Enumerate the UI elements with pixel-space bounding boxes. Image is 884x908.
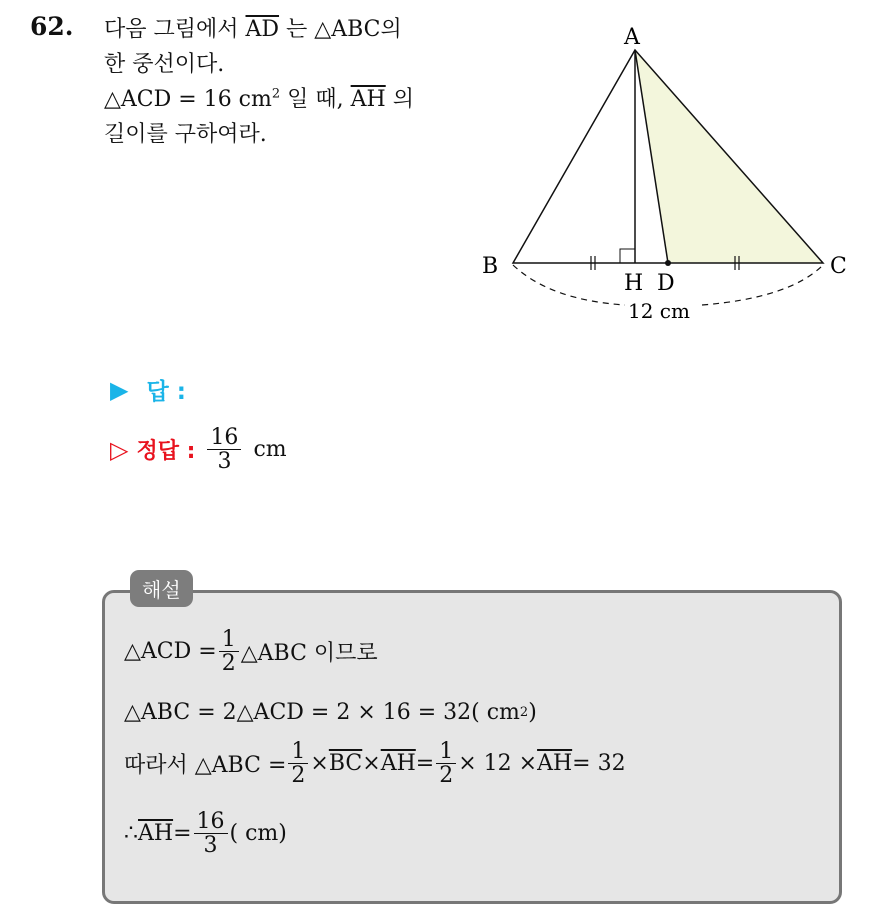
correct-answer-label-group <box>110 434 195 465</box>
solution-line-1: △ACD = $\frac{1}{2}$ △ABC 이므로 <box>124 627 378 677</box>
question-line-1: 다음 그림에서 $\overline{AD}$ 는 △ABC의 <box>104 17 402 42</box>
correct-answer-fraction: $\frac{16}{3}$ <box>207 426 241 473</box>
segment-ah: $\overline{AH}$ <box>380 751 416 777</box>
solution-line-3: 따라서 △ABC = $\frac{1}{2}$ × $\overline{BC}$ × $\overline{AH}$ = $\frac{1}{2}$ × 12 × $\overline{AH}$ = 32 <box>124 739 626 789</box>
correct-answer-label: 정답 : <box>136 439 196 465</box>
answer-label: 답 : <box>146 379 186 405</box>
label-a: A <box>624 25 640 50</box>
play-outline-icon: ▷ <box>110 435 129 464</box>
segment-ah: $\overline{AH}$ <box>537 751 573 777</box>
solution-tag: 해설 <box>130 570 193 607</box>
segment-ah: $\overline{AH}$ <box>138 821 174 847</box>
segment-bc: $\overline{BC}$ <box>328 751 363 777</box>
question-line-4: 길이를 구하여라. <box>104 122 267 147</box>
question-text <box>104 12 464 152</box>
triangle-figure <box>470 20 860 330</box>
right-angle-mark <box>620 249 635 263</box>
question-number: 62. <box>30 12 74 41</box>
play-icon: ▶ <box>110 375 129 404</box>
answer-row <box>110 373 186 406</box>
point-d <box>665 260 671 266</box>
correct-answer-unit: cm <box>253 437 287 463</box>
correct-answer-row <box>110 426 287 473</box>
question-line-3: △ACD = 16 $cm^2$ 일 때, $\overline{AH}$ 의 <box>104 86 414 112</box>
label-h: H <box>624 271 644 296</box>
base-length-label: 12 cm <box>628 299 690 323</box>
label-c: C <box>830 254 847 279</box>
label-b: B <box>482 254 499 279</box>
segment-ad: $\overline{AD}$ <box>245 17 280 42</box>
segment-ah: $\overline{AH}$ <box>350 87 386 112</box>
question-line-2: 한 중선이다. <box>104 52 225 77</box>
solution-line-4: ∴ $\overline{AH}$ = $\frac{16}{3}$ ( cm) <box>124 809 287 859</box>
label-d: D <box>657 271 675 296</box>
solution-line-2: △ABC = 2△ACD = 2 × 16 = 32( cm 2 ) <box>124 700 537 725</box>
